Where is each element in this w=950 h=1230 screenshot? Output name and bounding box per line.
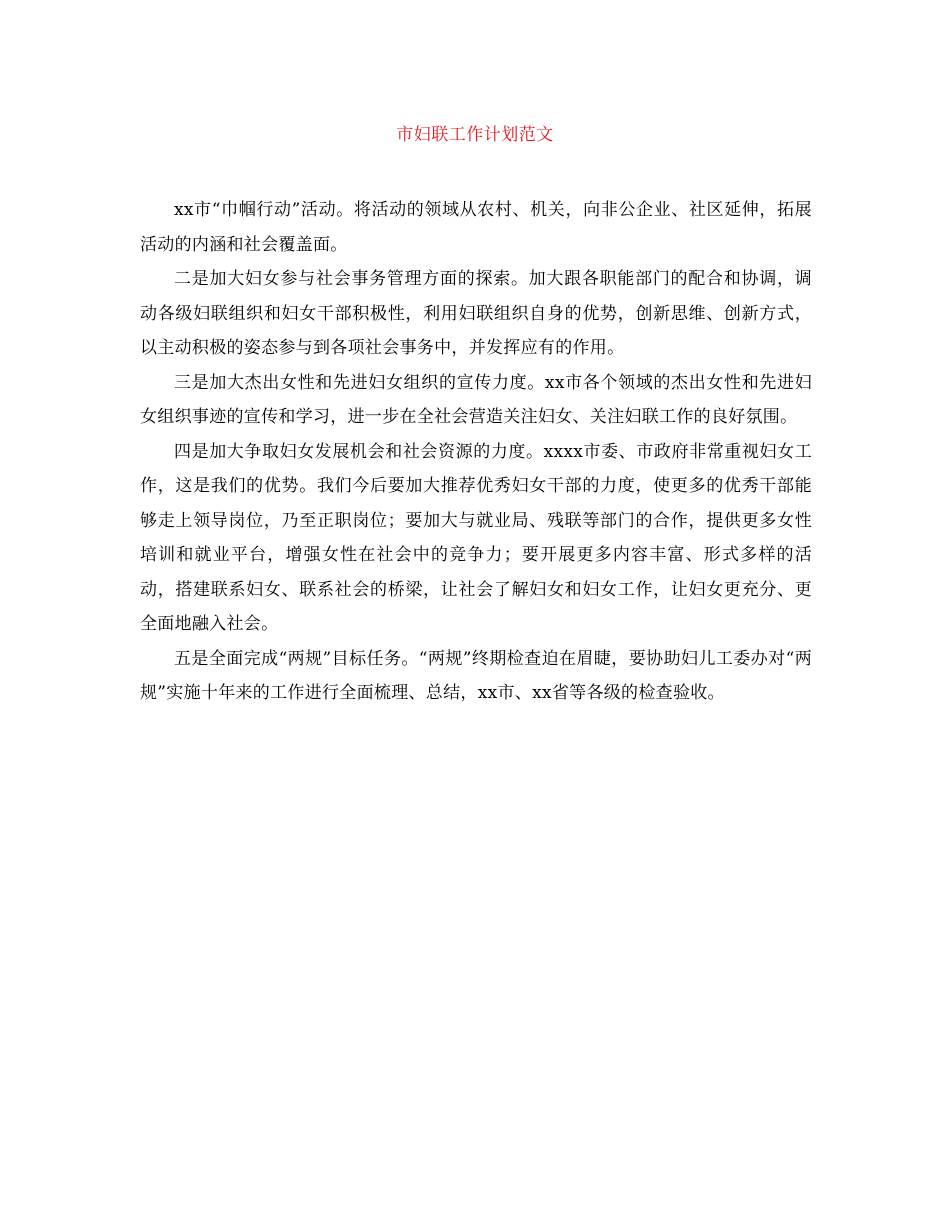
paragraph-1: xx市“巾帼行动”活动。将活动的领域从农村、机关，向非公企业、社区延伸，拓展活动的内涵和社会覆盖面。: [140, 200, 812, 255]
paragraph-4: 四是加大争取妇女发展机会和社会资源的力度。xxxx市委、市政府非常重视妇女工作，这是我们的优势。我们今后要加大推荐优秀妇女干部的力度，使更多的优秀干部能够走上领导岗位，乃至正职岗位；要加大与就业局、残联等部门的合作，提供更多女性培训和就业平台，增强女性在社会中的竞争力；要开展更多内容丰富、形式多样的活动，搭建联系妇女、联系社会的桥梁，让社会了解妇女和妇女工作，让妇女更充分、更全面地融入社会。: [140, 441, 812, 634]
paragraph-5: 五是全面完成“两规”目标任务。“两规”终期检查迫在眉睫，要协助妇儿工委办对“两规”实施十年来的工作进行全面梳理、总结，xx市、xx省等各级的检查验收。: [140, 648, 812, 703]
document-body: [140, 193, 812, 711]
paragraph-2: 二是加大妇女参与社会事务管理方面的探索。加大跟各职能部门的配合和协调，调动各级妇联组织和妇女干部积极性，利用妇联组织自身的优势，创新思维、创新方式，以主动积极的姿态参与到各项社会事务中，并发挥应有的作用。: [140, 269, 812, 358]
document-title: 市妇联工作计划范文: [396, 125, 554, 145]
paragraph-3: 三是加大杰出女性和先进妇女组织的宣传力度。xx市各个领域的杰出女性和先进妇女组织事迹的宣传和学习，进一步在全社会营造关注妇女、关注妇联工作的良好氛围。: [140, 372, 812, 427]
